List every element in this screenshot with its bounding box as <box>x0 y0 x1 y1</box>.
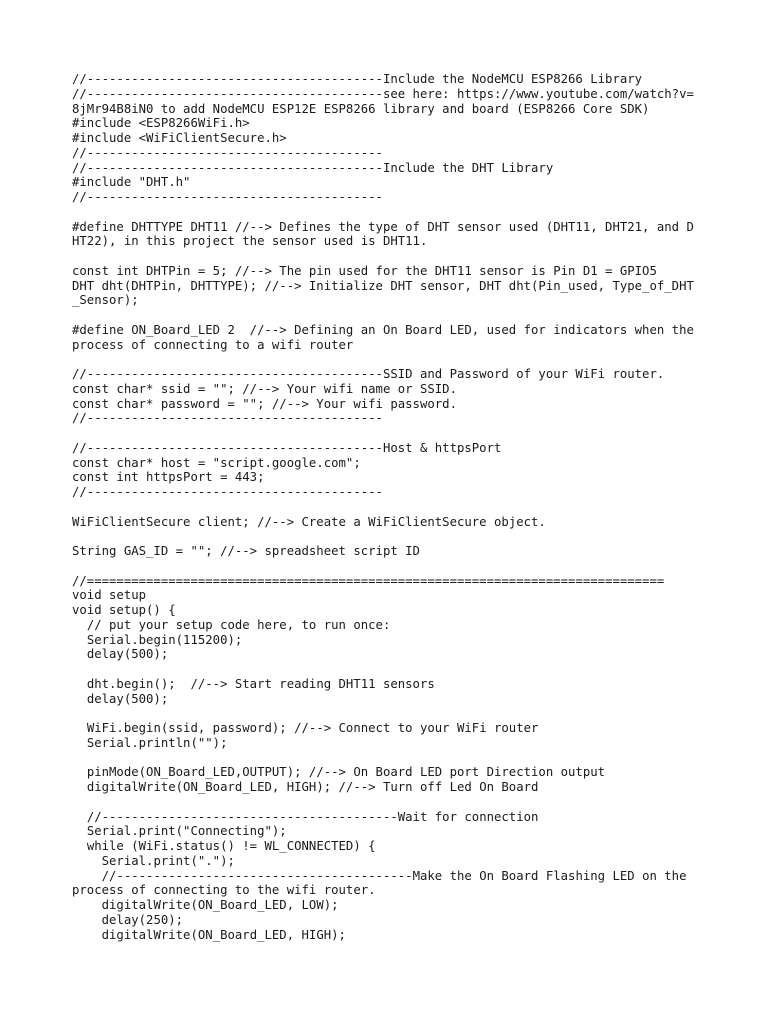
blank-line <box>72 662 700 677</box>
code-line: Serial.begin(115200); <box>72 632 243 647</box>
code-line: //============================================================================== <box>72 573 665 588</box>
code-line: //----------------------------------------Include the DHT Library <box>72 160 554 175</box>
code-line: #define ON_Board_LED 2 //--> Defining an On Board LED, used for indicators when the process of connecting to a wifi router <box>72 322 702 352</box>
code-line: void setup() { <box>72 603 176 617</box>
blank-line <box>72 751 700 766</box>
code-line: const char* ssid = ""; //--> Your wifi name or SSID. <box>72 381 457 396</box>
code-line: WiFi.begin(ssid, password); //--> Connect to your WiFi router <box>72 721 539 735</box>
code-line: //---------------------------------------- <box>72 411 383 426</box>
code-line: delay(250); <box>72 912 184 927</box>
code-line: WiFiClientSecure client; //--> Create a WiFiClientSecure object. <box>72 514 546 529</box>
code-line: //----------------------------------------Make the On Board Flashing LED on the process of connecting to the wifi router. <box>72 868 694 898</box>
code-line: delay(500); <box>72 691 169 706</box>
blank-line <box>72 795 700 810</box>
blank-line <box>72 706 700 721</box>
code-line: pinMode(ON_Board_LED,OUTPUT); //--> On Board LED port Direction output <box>72 765 606 780</box>
blank-line <box>72 308 700 323</box>
code-line: //----------------------------------------see here: https://www.youtube.com/watch?v=8jMr94B8iN0 to add NodeMCU ESP12E ESP8266 library and board (ESP8266 Core SDK) <box>72 86 694 116</box>
code-line: DHT dht(DHTPin, DHTTYPE); //--> Initialize DHT sensor, DHT dht(Pin_used, Type_of_DHT_Sensor); <box>72 278 694 308</box>
blank-line <box>72 559 700 574</box>
blank-line <box>72 500 700 515</box>
code-line: //---------------------------------------- <box>72 485 383 499</box>
code-line: #include <WiFiClientSecure.h> <box>72 131 287 145</box>
code-line: digitalWrite(ON_Board_LED, LOW); <box>72 898 339 912</box>
code-line: const char* password = ""; //--> Your wifi password. <box>72 396 457 411</box>
code-line: const int DHTPin = 5; //--> The pin used for the DHT11 sensor is Pin D1 = GPIO5 <box>72 263 657 278</box>
code-line: #define DHTTYPE DHT11 //--> Defines the type of DHT sensor used (DHT11, DHT21, and DHT22), in this project the sensor used is DHT11. <box>72 219 694 249</box>
code-line: Serial.print("."); <box>72 853 235 868</box>
code-line: // put your setup code here, to run once: <box>72 617 391 632</box>
code-listing <box>72 72 700 942</box>
blank-line <box>72 352 700 367</box>
blank-line <box>72 205 700 220</box>
code-line: Serial.println(""); <box>72 735 228 750</box>
blank-line <box>72 529 700 544</box>
blank-line <box>72 426 700 441</box>
code-line: #include "DHT.h" <box>72 175 191 190</box>
code-line: //---------------------------------------- <box>72 145 383 160</box>
code-line: Serial.print("Connecting"); <box>72 824 287 839</box>
code-line: //---------------------------------------- <box>72 190 383 204</box>
code-line: digitalWrite(ON_Board_LED, HIGH); //--> Turn off Led On Board <box>72 780 539 794</box>
code-line: delay(500); <box>72 647 169 662</box>
code-line: while (WiFi.status() != WL_CONNECTED) { <box>72 839 376 853</box>
code-line: void setup <box>72 588 147 603</box>
code-line: const int httpsPort = 443; <box>72 470 265 485</box>
code-line: const char* host = "script.google.com"; <box>72 455 361 470</box>
code-line: dht.begin(); //--> Start reading DHT11 sensors <box>72 676 435 691</box>
code-line: //----------------------------------------Include the NodeMCU ESP8266 Library <box>72 72 643 86</box>
code-line: digitalWrite(ON_Board_LED, HIGH); <box>72 927 346 942</box>
code-line: #include <ESP8266WiFi.h> <box>72 116 250 131</box>
code-line: //----------------------------------------Host & httpsPort <box>72 440 502 455</box>
blank-line <box>72 249 700 264</box>
code-line: String GAS_ID = ""; //--> spreadsheet script ID <box>72 544 420 558</box>
code-line: //----------------------------------------SSID and Password of your WiFi router. <box>72 367 665 381</box>
code-line: //----------------------------------------Wait for connection <box>72 809 539 824</box>
